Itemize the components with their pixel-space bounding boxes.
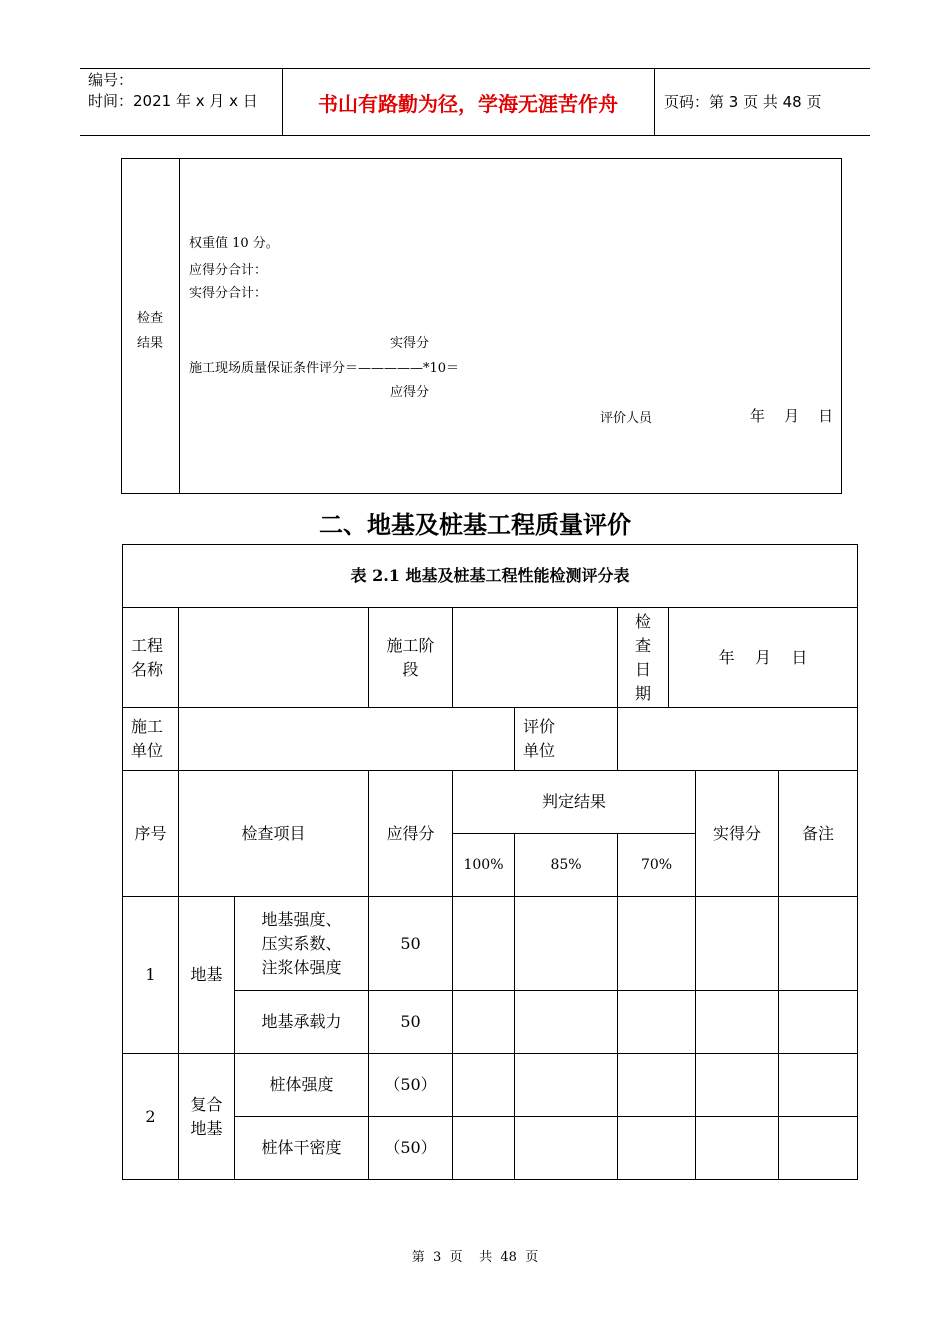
header-time: 时间：2021 年 x 月 x 日 bbox=[88, 92, 258, 110]
check-result-box bbox=[121, 158, 842, 494]
cell-actual bbox=[696, 1054, 779, 1117]
cell-100 bbox=[453, 897, 515, 991]
score-table bbox=[122, 544, 858, 1180]
header-divider bbox=[654, 68, 655, 136]
page-footer: 第 3 页 共 48 页 bbox=[411, 1250, 539, 1265]
col-should-header: 应得分 bbox=[369, 771, 453, 897]
header-motto: 书山有路勤为径，学海无涯苦作舟 bbox=[318, 91, 618, 116]
col-100-header: 100% bbox=[453, 834, 515, 897]
check-date-label: 检 查 日 期 bbox=[618, 608, 669, 708]
header-number: 编号： bbox=[88, 71, 134, 89]
cell-85 bbox=[515, 991, 618, 1054]
cell-note bbox=[779, 991, 858, 1054]
cell-85 bbox=[515, 1054, 618, 1117]
check-date-value: 年 月 日 bbox=[669, 608, 858, 708]
cell-note bbox=[779, 1117, 858, 1180]
row-score: 50 bbox=[369, 897, 453, 991]
col-70-header: 70% bbox=[618, 834, 696, 897]
col-judge-header: 判定结果 bbox=[453, 771, 696, 834]
table-row bbox=[123, 1054, 858, 1117]
evaluation-date: 年 月 日 bbox=[750, 407, 834, 425]
cell-100 bbox=[453, 1117, 515, 1180]
cell-70 bbox=[618, 1117, 696, 1180]
formula-numerator: 实得分 bbox=[390, 336, 430, 351]
cell-actual bbox=[696, 991, 779, 1054]
table-caption: 表 2.1 地基及桩基工程性能检测评分表 bbox=[123, 545, 858, 608]
cell-actual bbox=[696, 1117, 779, 1180]
evaluation-unit-value bbox=[618, 708, 858, 771]
cell-70 bbox=[618, 991, 696, 1054]
cell-70 bbox=[618, 1054, 696, 1117]
actual-total: 实得分合计： bbox=[189, 286, 268, 301]
evaluation-unit-label: 评价 单位 bbox=[515, 708, 618, 771]
stage-value bbox=[453, 608, 618, 708]
col-85-header: 85% bbox=[515, 834, 618, 897]
row-score: （50） bbox=[369, 1117, 453, 1180]
project-name-value bbox=[179, 608, 369, 708]
row-score: （50） bbox=[369, 1054, 453, 1117]
stage-label: 施工阶 段 bbox=[369, 608, 453, 708]
col-note-header: 备注 bbox=[779, 771, 858, 897]
check-result-label: 检查 结果 bbox=[137, 311, 164, 351]
col-actual-header: 实得分 bbox=[696, 771, 779, 897]
row-seq: 1 bbox=[123, 897, 179, 1054]
should-total: 应得分合计： bbox=[189, 263, 268, 278]
row-item: 地基承载力 bbox=[235, 991, 369, 1054]
formula-denominator: 应得分 bbox=[390, 385, 430, 400]
cell-85 bbox=[515, 1117, 618, 1180]
section-title: 二、地基及桩基工程质量评价 bbox=[319, 511, 631, 539]
col-seq-header: 序号 bbox=[123, 771, 179, 897]
cell-100 bbox=[453, 991, 515, 1054]
row-item: 地基强度、 压实系数、 注浆体强度 bbox=[235, 897, 369, 991]
cell-85 bbox=[515, 897, 618, 991]
row-group: 复合 地基 bbox=[179, 1054, 235, 1180]
project-name-label: 工程 名称 bbox=[123, 608, 179, 708]
construction-unit-value bbox=[179, 708, 515, 771]
cell-100 bbox=[453, 1054, 515, 1117]
cell-70 bbox=[618, 897, 696, 991]
row-score: 50 bbox=[369, 991, 453, 1054]
cell-note bbox=[779, 1054, 858, 1117]
check-result-divider bbox=[179, 158, 180, 494]
formula-text: 施工现场质量保证条件评分＝—————*10＝ bbox=[189, 361, 460, 376]
col-item-header: 检查项目 bbox=[179, 771, 369, 897]
row-group: 地基 bbox=[179, 897, 235, 1054]
table-row bbox=[123, 897, 858, 991]
cell-note bbox=[779, 897, 858, 991]
row-seq: 2 bbox=[123, 1054, 179, 1180]
row-item: 桩体干密度 bbox=[235, 1117, 369, 1180]
evaluator-label: 评价人员 bbox=[600, 411, 653, 426]
header-page-info: 页码：第 3 页 共 48 页 bbox=[664, 93, 822, 111]
row-item: 桩体强度 bbox=[235, 1054, 369, 1117]
header-meta bbox=[88, 70, 258, 112]
cell-actual bbox=[696, 897, 779, 991]
weight-text: 权重值 10 分。 bbox=[189, 236, 279, 251]
construction-unit-label: 施工 单位 bbox=[123, 708, 179, 771]
